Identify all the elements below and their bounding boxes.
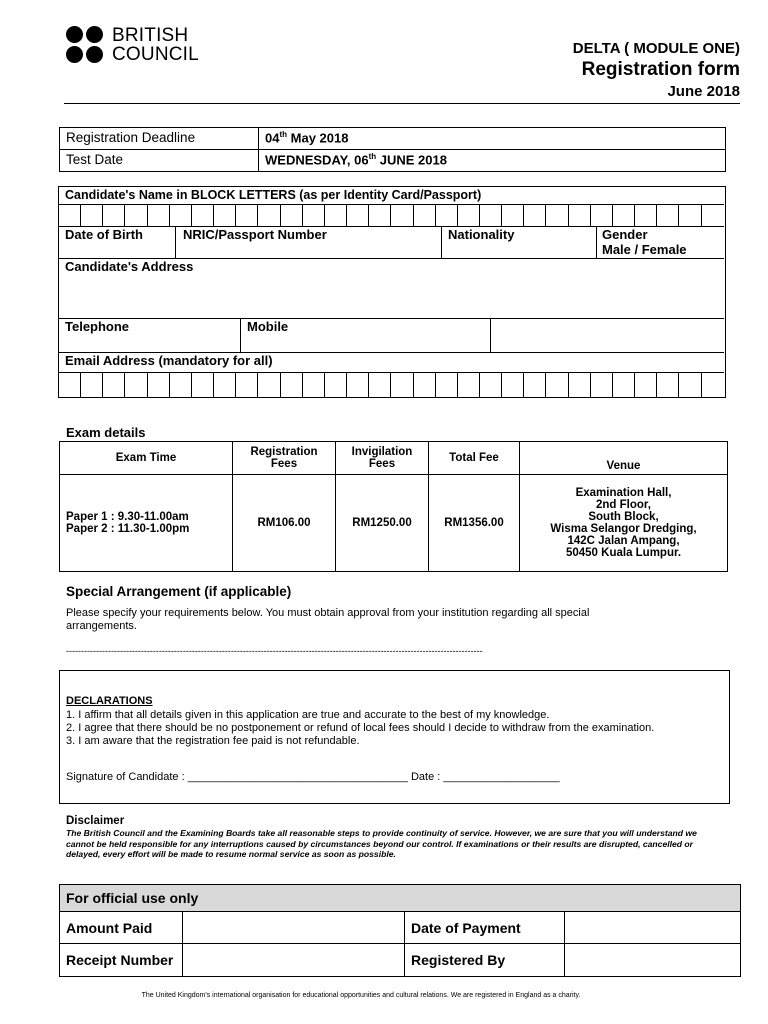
date-payment-label: Date of Payment (405, 912, 565, 944)
name-letter-box[interactable] (369, 205, 391, 226)
gender-label: Gender (602, 227, 648, 242)
name-letter-box[interactable] (81, 205, 103, 226)
email-letter-box[interactable] (591, 373, 613, 397)
address-label: Candidate's Address (65, 259, 194, 274)
deadline-table (59, 127, 726, 172)
email-letter-box[interactable] (325, 373, 347, 397)
name-letter-box[interactable] (192, 205, 214, 226)
email-letter-box[interactable] (303, 373, 325, 397)
name-letter-box[interactable] (635, 205, 657, 226)
registration-deadline-label: Registration Deadline (60, 128, 259, 150)
name-letter-box[interactable] (569, 205, 591, 226)
name-letter-box[interactable] (613, 205, 635, 226)
email-letter-box[interactable] (125, 373, 147, 397)
email-letter-box[interactable] (258, 373, 280, 397)
gender-options[interactable]: Male / Female (602, 242, 687, 257)
declaration-3: 3. I am aware that the registration fee paid is not refundable. (66, 735, 360, 747)
email-letter-box[interactable] (347, 373, 369, 397)
invig-fee-cell: RM1250.00 (336, 475, 429, 572)
reg-fees-header: Registration Fees (233, 442, 336, 475)
name-letter-box[interactable] (281, 205, 303, 226)
module-title: DELTA ( MODULE ONE) (572, 40, 740, 57)
name-letter-box[interactable] (591, 205, 613, 226)
email-letter-box[interactable] (546, 373, 568, 397)
email-label: Email Address (mandatory for all) (65, 353, 273, 368)
registered-by-label: Registered By (405, 944, 565, 977)
email-letter-box[interactable] (192, 373, 214, 397)
footer-text: The United Kingdom's international organisation for educational opportunities and cultural relations. We are registered in England as a charity. (141, 992, 581, 999)
candidate-name-label: Candidate's Name in BLOCK LETTERS (as per Identity Card/Passport) (65, 188, 482, 202)
name-letter-box[interactable] (258, 205, 280, 226)
name-letter-box[interactable] (214, 205, 236, 226)
email-letter-box[interactable] (281, 373, 303, 397)
name-letter-box[interactable] (59, 205, 81, 226)
email-letter-box[interactable] (170, 373, 192, 397)
official-use-title: For official use only (60, 885, 741, 912)
email-letter-box[interactable] (635, 373, 657, 397)
name-letter-box[interactable] (524, 205, 546, 226)
logo-line-2: COUNCIL (112, 44, 199, 65)
special-arrangement-text: Please specify your requirements below. You must obtain approval from your institution regarding all special arrangements. (66, 607, 590, 632)
disclaimer-text: The British Council and the Examining Boards take all reasonable steps to provide continuity of service. However, we are sure that you will understand we cannot be held responsible for any interruptions caused by circumstances beyond our control. If examinations or their results are disrupted, cancelled or delayed, every effort will be made to resume normal service as soon as possible. (66, 828, 697, 859)
declaration-1: 1. I affirm that all details given in this application are true and accurate to the best of my knowledge. (66, 709, 550, 721)
name-letter-box[interactable] (170, 205, 192, 226)
email-letter-box[interactable] (502, 373, 524, 397)
email-letter-box[interactable] (480, 373, 502, 397)
nationality-label: Nationality (448, 227, 515, 242)
email-letter-box[interactable] (236, 373, 258, 397)
exam-details-title: Exam details (66, 425, 146, 440)
amount-paid-label: Amount Paid (60, 912, 183, 944)
logo-line-1: BRITISH (112, 25, 189, 46)
email-letter-box[interactable] (214, 373, 236, 397)
name-letter-box[interactable] (679, 205, 701, 226)
venue-cell: Examination Hall, 2nd Floor, South Block, Wisma Selangor Dredging, 142C Jalan Ampang, 50450 Kuala Lumpur. (520, 475, 728, 572)
name-letter-box[interactable] (125, 205, 147, 226)
name-letter-box[interactable] (458, 205, 480, 226)
email-letter-box[interactable] (59, 373, 81, 397)
test-date-label: Test Date (60, 150, 259, 172)
email-letter-box[interactable] (524, 373, 546, 397)
name-letter-box[interactable] (391, 205, 413, 226)
email-letter-box[interactable] (657, 373, 679, 397)
amount-paid-field[interactable] (183, 912, 405, 944)
header-titles (573, 40, 740, 100)
registration-deadline-value: 04th May 2018 (259, 128, 726, 150)
declaration-2: 2. I agree that there should be no postponement or refund of local fees should I decide to withdraw from the examination. (66, 722, 655, 734)
nric-label: NRIC/Passport Number (183, 227, 327, 242)
registered-by-field[interactable] (565, 944, 741, 977)
disclaimer-title: Disclaimer (66, 815, 125, 827)
signature-line[interactable]: Signature of Candidate : ____________________________________ Date : ___________________ (66, 771, 560, 783)
name-letter-box[interactable] (546, 205, 568, 226)
email-letter-box[interactable] (148, 373, 170, 397)
name-letter-box[interactable] (347, 205, 369, 226)
name-letter-box[interactable] (702, 205, 724, 226)
telephone-label: Telephone (65, 319, 130, 334)
candidate-name-boxes[interactable] (59, 205, 724, 227)
email-letter-box[interactable] (414, 373, 436, 397)
email-letter-box[interactable] (81, 373, 103, 397)
british-council-logo (66, 26, 216, 68)
official-use-table (59, 884, 741, 977)
date-payment-field[interactable] (565, 912, 741, 944)
name-letter-box[interactable] (236, 205, 258, 226)
name-letter-box[interactable] (502, 205, 524, 226)
special-arrangement-line[interactable]: ------------------------------------------------------------------------------------------------------------------------------------------- (66, 646, 483, 656)
total-fee-header: Total Fee (429, 442, 520, 475)
venue-header: Venue (520, 442, 728, 475)
email-letter-box[interactable] (702, 373, 724, 397)
declarations-box (59, 670, 730, 804)
email-letter-box[interactable] (436, 373, 458, 397)
name-letter-box[interactable] (436, 205, 458, 226)
email-letter-box[interactable] (613, 373, 635, 397)
reg-fee-cell: RM106.00 (233, 475, 336, 572)
form-title: Registration form (581, 59, 740, 80)
session-date: June 2018 (667, 83, 740, 100)
candidate-details-box (58, 186, 726, 398)
email-letter-box[interactable] (679, 373, 701, 397)
name-letter-box[interactable] (148, 205, 170, 226)
test-date-value: WEDNESDAY, 06th JUNE 2018 (259, 150, 726, 172)
declarations-title: DECLARATIONS (66, 695, 153, 707)
total-fee-cell: RM1356.00 (429, 475, 520, 572)
email-letter-box[interactable] (391, 373, 413, 397)
email-letter-box[interactable] (458, 373, 480, 397)
name-letter-box[interactable] (303, 205, 325, 226)
email-letter-box[interactable] (369, 373, 391, 397)
mobile-label: Mobile (247, 319, 289, 334)
email-letter-box[interactable] (569, 373, 591, 397)
exam-time-cell: Paper 1 : 9.30-11.00am Paper 2 : 11.30-1.00pm (60, 475, 233, 572)
invig-fees-header: Invigilation Fees (336, 442, 429, 475)
email-boxes[interactable] (59, 373, 724, 397)
receipt-number-label: Receipt Number (60, 944, 183, 977)
name-letter-box[interactable] (480, 205, 502, 226)
email-letter-box[interactable] (103, 373, 125, 397)
name-letter-box[interactable] (325, 205, 347, 226)
name-letter-box[interactable] (414, 205, 436, 226)
header-divider (64, 103, 740, 104)
name-letter-box[interactable] (103, 205, 125, 226)
dob-label: Date of Birth (65, 227, 143, 242)
name-letter-box[interactable] (657, 205, 679, 226)
exam-details-table (59, 441, 728, 572)
exam-time-header: Exam Time (60, 442, 233, 475)
receipt-number-field[interactable] (183, 944, 405, 977)
special-arrangement-title: Special Arrangement (if applicable) (66, 584, 292, 599)
logo-dots-icon (66, 26, 106, 66)
